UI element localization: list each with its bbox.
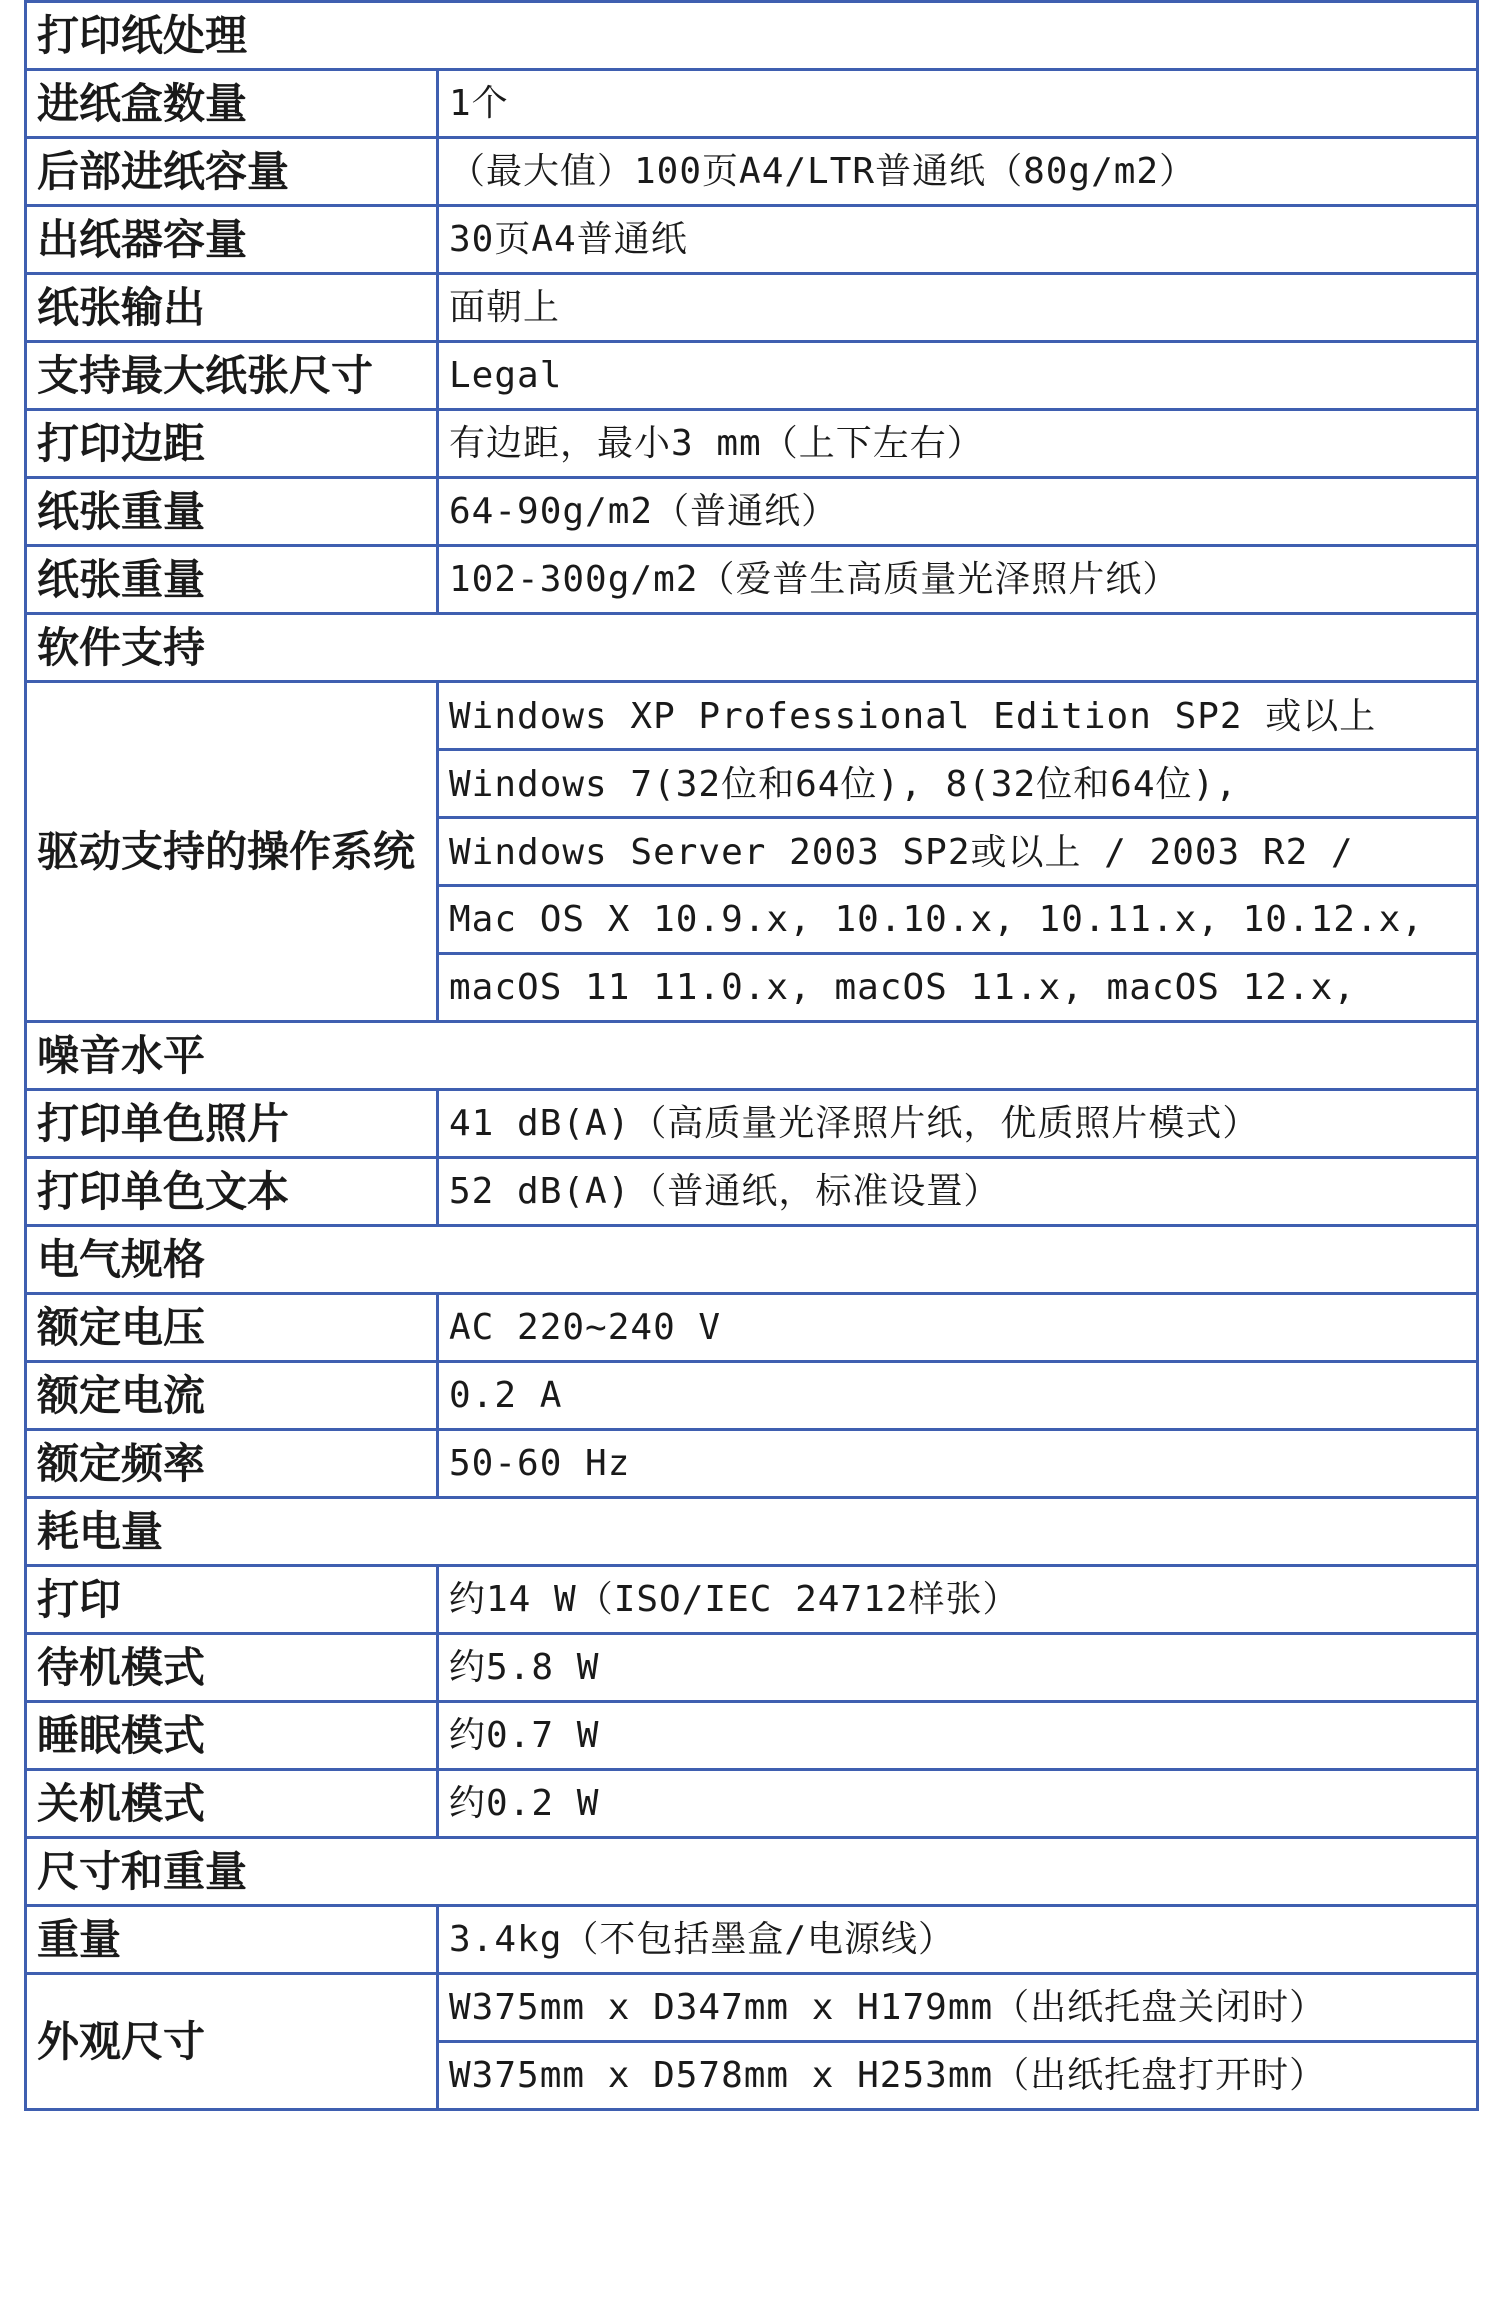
section-row-electrical xyxy=(26,1226,1478,1294)
spec-table xyxy=(24,0,1479,2111)
row-value: 41 dB(A)（高质量光泽照片纸，优质照片模式） xyxy=(438,1090,1478,1158)
table-row xyxy=(26,342,1478,410)
row-value: 有边距，最小3 mm（上下左右） xyxy=(438,410,1478,478)
table-row xyxy=(26,1770,1478,1838)
row-label: 后部进纸容量 xyxy=(26,138,438,206)
table-row xyxy=(26,1566,1478,1634)
row-label: 待机模式 xyxy=(26,1634,438,1702)
section-row-dimensions xyxy=(26,1838,1478,1906)
table-row xyxy=(26,1906,1478,1974)
table-row xyxy=(26,1974,1478,2042)
row-value: W375mm x D347mm x H179mm（出纸托盘关闭时） xyxy=(438,1974,1478,2042)
row-value: 30页A4普通纸 xyxy=(438,206,1478,274)
row-value: 102-300g/m2（爱普生高质量光泽照片纸） xyxy=(438,546,1478,614)
row-value: Windows Server 2003 SP2或以上 / 2003 R2 / xyxy=(438,818,1478,886)
row-value: AC 220~240 V xyxy=(438,1294,1478,1362)
row-value: 52 dB(A)（普通纸，标准设置） xyxy=(438,1158,1478,1226)
row-label: 打印单色照片 xyxy=(26,1090,438,1158)
row-label: 纸张重量 xyxy=(26,546,438,614)
row-label: 额定电流 xyxy=(26,1362,438,1430)
section-row-paper-handling xyxy=(26,2,1478,70)
row-label: 纸张输出 xyxy=(26,274,438,342)
table-row xyxy=(26,274,1478,342)
row-label: 驱动支持的操作系统 xyxy=(26,682,438,1022)
row-label: 额定频率 xyxy=(26,1430,438,1498)
row-label: 进纸盒数量 xyxy=(26,70,438,138)
row-label: 打印边距 xyxy=(26,410,438,478)
table-row xyxy=(26,1090,1478,1158)
row-value: Windows XP Professional Edition SP2 或以上 xyxy=(438,682,1478,750)
table-row xyxy=(26,1158,1478,1226)
row-value: Mac OS X 10.9.x, 10.10.x, 10.11.x, 10.12.x, xyxy=(438,886,1478,954)
table-row xyxy=(26,1294,1478,1362)
section-row-software xyxy=(26,614,1478,682)
row-label: 睡眠模式 xyxy=(26,1702,438,1770)
table-row xyxy=(26,138,1478,206)
row-label: 支持最大纸张尺寸 xyxy=(26,342,438,410)
row-value: Windows 7(32位和64位), 8(32位和64位), xyxy=(438,750,1478,818)
row-value: macOS 11 11.0.x, macOS 11.x, macOS 12.x, xyxy=(438,954,1478,1022)
row-label: 出纸器容量 xyxy=(26,206,438,274)
row-label: 重量 xyxy=(26,1906,438,1974)
row-label: 外观尺寸 xyxy=(26,1974,438,2110)
section-title: 尺寸和重量 xyxy=(26,1838,1478,1906)
row-value: 0.2 A xyxy=(438,1362,1478,1430)
row-label: 额定电压 xyxy=(26,1294,438,1362)
table-row xyxy=(26,682,1478,750)
row-value: 1个 xyxy=(438,70,1478,138)
table-row xyxy=(26,1430,1478,1498)
section-row-noise xyxy=(26,1022,1478,1090)
row-value: （最大值）100页A4/LTR普通纸（80g/m2） xyxy=(438,138,1478,206)
table-row xyxy=(26,70,1478,138)
row-value: 约5.8 W xyxy=(438,1634,1478,1702)
table-row xyxy=(26,478,1478,546)
section-row-power xyxy=(26,1498,1478,1566)
table-row xyxy=(26,546,1478,614)
row-value: 3.4kg（不包括墨盒/电源线） xyxy=(438,1906,1478,1974)
row-label: 纸张重量 xyxy=(26,478,438,546)
section-title: 软件支持 xyxy=(26,614,1478,682)
section-title: 打印纸处理 xyxy=(26,2,1478,70)
table-row xyxy=(26,1702,1478,1770)
row-value: 64-90g/m2（普通纸） xyxy=(438,478,1478,546)
row-value: 约0.2 W xyxy=(438,1770,1478,1838)
table-row xyxy=(26,410,1478,478)
row-value: 约14 W（ISO/IEC 24712样张） xyxy=(438,1566,1478,1634)
table-row xyxy=(26,206,1478,274)
row-value: 50-60 Hz xyxy=(438,1430,1478,1498)
row-value: 面朝上 xyxy=(438,274,1478,342)
row-label: 打印 xyxy=(26,1566,438,1634)
section-title: 电气规格 xyxy=(26,1226,1478,1294)
table-row xyxy=(26,1362,1478,1430)
section-title: 耗电量 xyxy=(26,1498,1478,1566)
row-value: Legal xyxy=(438,342,1478,410)
row-value: 约0.7 W xyxy=(438,1702,1478,1770)
table-row xyxy=(26,1634,1478,1702)
row-label: 关机模式 xyxy=(26,1770,438,1838)
row-value: W375mm x D578mm x H253mm（出纸托盘打开时） xyxy=(438,2042,1478,2110)
section-title: 噪音水平 xyxy=(26,1022,1478,1090)
row-label: 打印单色文本 xyxy=(26,1158,438,1226)
